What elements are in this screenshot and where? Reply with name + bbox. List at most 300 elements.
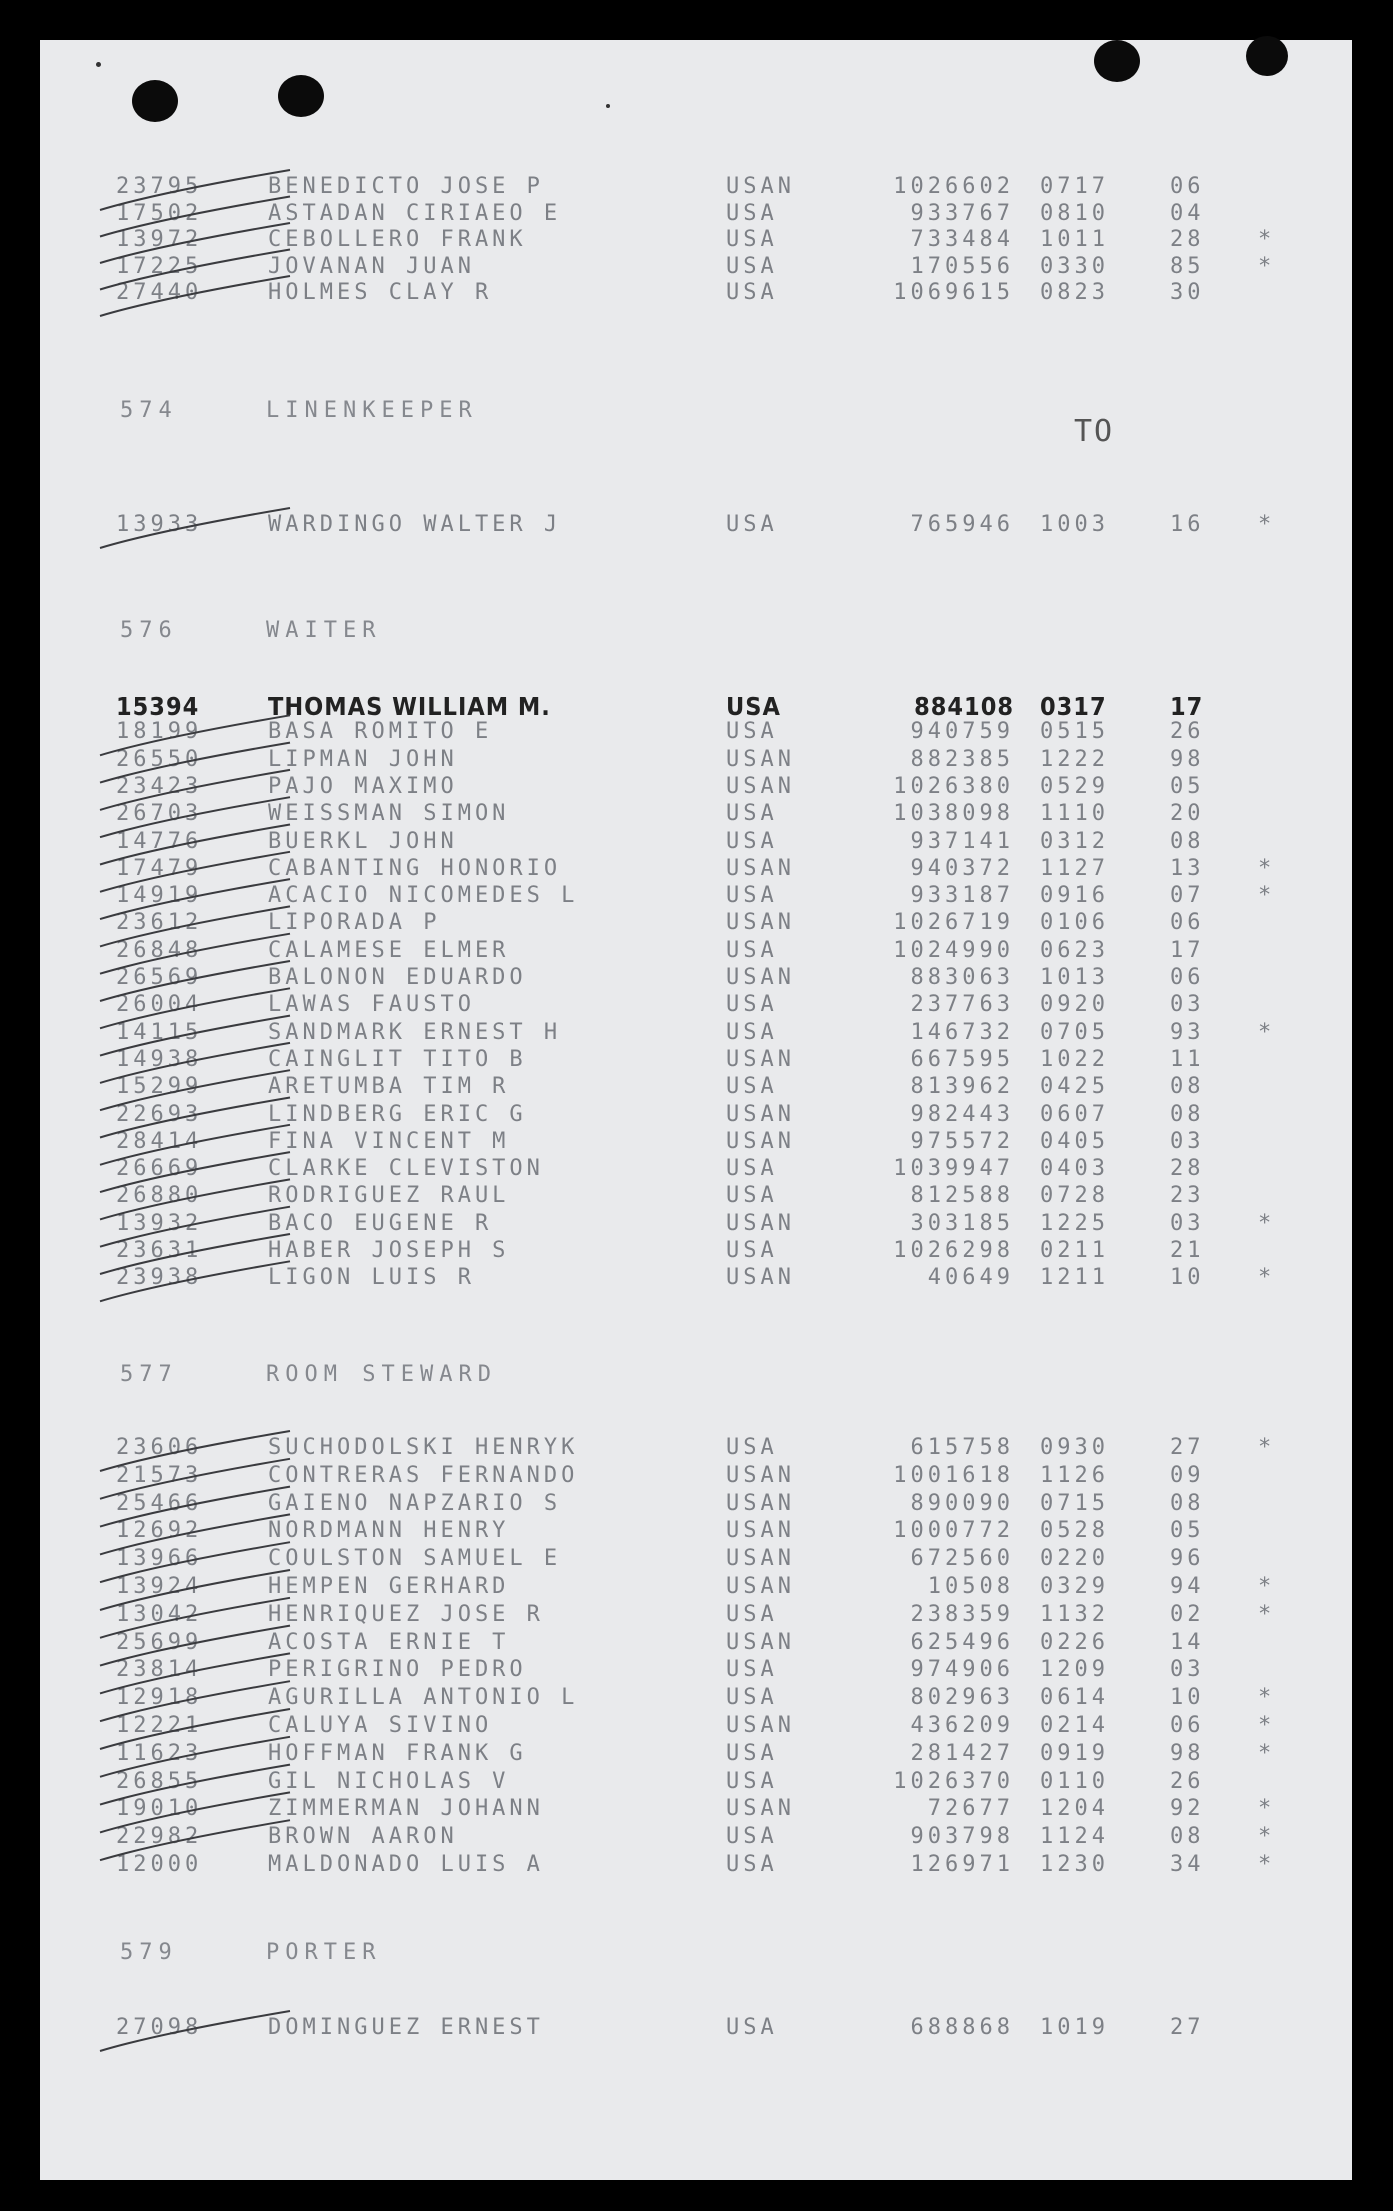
employee-name: PERIGRINO PEDRO <box>268 1657 527 1683</box>
rate-code: 98 <box>1170 1740 1205 1766</box>
date-code: 1132 <box>1040 1601 1109 1627</box>
date-code: 0317 <box>1040 692 1107 721</box>
star-mark: * <box>1258 1796 1272 1822</box>
date-code: 0425 <box>1040 1074 1109 1100</box>
rate-code: 10 <box>1170 1265 1205 1291</box>
table-row <box>40 1183 1352 1211</box>
employee-id: 17502 <box>116 200 203 226</box>
citizenship: USA <box>726 1657 778 1683</box>
employee-name: LIPORADA P <box>268 910 441 936</box>
employee-name: SUCHODOLSKI HENRYK <box>268 1435 579 1460</box>
document-number: 1026298 <box>893 1238 1014 1263</box>
citizenship: USA <box>726 1685 778 1711</box>
rate-code: 23 <box>1170 1183 1205 1209</box>
date-code: 0715 <box>1040 1490 1109 1516</box>
date-code: 0810 <box>1040 200 1109 226</box>
section-heading <box>120 398 720 426</box>
document-number: 146732 <box>910 1019 1014 1045</box>
employee-id: 13972 <box>116 227 203 252</box>
table-row <box>40 719 1352 747</box>
citizenship: USAN <box>726 773 795 799</box>
document-number: 303185 <box>910 1210 1014 1236</box>
employee-name: BUERKL JOHN <box>268 828 458 854</box>
table-row <box>40 1435 1352 1463</box>
citizenship: USAN <box>726 1518 795 1544</box>
employee-name: BACO EUGENE R <box>268 1210 493 1236</box>
employee-name: HABER JOSEPH S <box>268 1238 510 1263</box>
star-mark: * <box>1258 227 1272 252</box>
citizenship: USAN <box>726 1101 795 1127</box>
citizenship: USA <box>726 1824 778 1850</box>
document-number: 1039947 <box>893 1156 1014 1182</box>
document-number: 882385 <box>910 746 1014 772</box>
roster-table <box>40 40 1352 2180</box>
document-number: 1026719 <box>893 910 1014 936</box>
employee-id: 14776 <box>116 828 203 854</box>
employee-name: ARETUMBA TIM R <box>268 1074 510 1100</box>
employee-name: CALUYA SIVINO <box>268 1713 493 1738</box>
citizenship: USA <box>726 801 778 827</box>
rate-code: 94 <box>1170 1574 1205 1599</box>
rate-code: 06 <box>1170 965 1205 990</box>
document-number: 1024990 <box>893 937 1014 963</box>
employee-name: JOVANAN JUAN <box>268 253 475 279</box>
table-row <box>40 1852 1352 1880</box>
table-row <box>40 1657 1352 1685</box>
date-code: 1204 <box>1040 1796 1109 1822</box>
employee-id: 23814 <box>116 1657 203 1683</box>
employee-id: 25699 <box>116 1629 203 1655</box>
table-row <box>40 883 1352 911</box>
document-number: 733484 <box>910 227 1014 252</box>
table-row <box>40 774 1352 802</box>
table-row <box>40 1074 1352 1102</box>
table-row <box>40 801 1352 829</box>
citizenship: USAN <box>726 1574 795 1599</box>
rate-code: 16 <box>1170 512 1205 537</box>
employee-name: HENRIQUEZ JOSE R <box>268 1601 544 1627</box>
table-row <box>40 1129 1352 1157</box>
section-heading <box>120 618 720 646</box>
table-row <box>40 512 1352 540</box>
star-mark: * <box>1258 1740 1272 1766</box>
employee-name: NORDMANN HENRY <box>268 1518 510 1544</box>
document-number: 237763 <box>910 992 1014 1018</box>
section-code: 577 <box>120 1362 178 1387</box>
employee-id: 21573 <box>116 1462 203 1488</box>
citizenship: USA <box>726 200 778 226</box>
citizenship: USAN <box>726 1046 795 1072</box>
rate-code: 28 <box>1170 1156 1205 1182</box>
employee-id: 22982 <box>116 1824 203 1850</box>
rate-code: 26 <box>1170 1768 1205 1794</box>
employee-name: HOLMES CLAY R <box>268 280 493 305</box>
table-row <box>40 201 1352 229</box>
date-code: 0823 <box>1040 280 1109 305</box>
table-row <box>40 1574 1352 1602</box>
table-row <box>40 747 1352 775</box>
table-row <box>40 856 1352 884</box>
document-number: 813962 <box>910 1074 1014 1100</box>
star-mark: * <box>1258 1019 1272 1045</box>
rate-code: 98 <box>1170 746 1205 772</box>
employee-name: ZIMMERMAN JOHANN <box>268 1796 544 1822</box>
star-mark: * <box>1258 1435 1272 1460</box>
rate-code: 11 <box>1170 1046 1205 1072</box>
table-row <box>40 1463 1352 1491</box>
employee-id: 23795 <box>116 174 203 199</box>
document-number: 238359 <box>910 1601 1014 1627</box>
employee-id: 26855 <box>116 1768 203 1794</box>
citizenship: USAN <box>726 174 795 199</box>
citizenship: USAN <box>726 1265 795 1291</box>
citizenship: USAN <box>726 1490 795 1516</box>
table-row <box>40 692 1352 720</box>
employee-id: 26569 <box>116 965 203 990</box>
date-code: 0214 <box>1040 1713 1109 1738</box>
employee-name: BENEDICTO JOSE P <box>268 174 544 199</box>
rate-code: 17 <box>1170 937 1205 963</box>
employee-name: LAWAS FAUSTO <box>268 992 475 1018</box>
document-number: 903798 <box>910 1824 1014 1850</box>
table-row <box>40 1685 1352 1713</box>
document-number: 974906 <box>910 1657 1014 1683</box>
document-number: 975572 <box>910 1128 1014 1154</box>
date-code: 1209 <box>1040 1657 1109 1683</box>
document-number: 667595 <box>910 1046 1014 1072</box>
star-mark: * <box>1258 1574 1272 1599</box>
employee-id: 15299 <box>116 1074 203 1100</box>
citizenship: USAN <box>726 855 795 881</box>
employee-name: PAJO MAXIMO <box>268 773 458 799</box>
employee-id: 12692 <box>116 1518 203 1544</box>
table-row <box>40 992 1352 1020</box>
date-code: 1019 <box>1040 2015 1109 2040</box>
table-row <box>40 1769 1352 1797</box>
document-number: 802963 <box>910 1685 1014 1711</box>
citizenship: USA <box>726 992 778 1018</box>
employee-name: COULSTON SAMUEL E <box>268 1546 562 1572</box>
table-row <box>40 965 1352 993</box>
table-row <box>40 1713 1352 1741</box>
document-number: 170556 <box>910 253 1014 279</box>
rate-code: 21 <box>1170 1238 1205 1263</box>
section-title: ROOM STEWARD <box>266 1362 497 1387</box>
table-row <box>40 227 1352 255</box>
date-code: 1127 <box>1040 855 1109 881</box>
employee-id: 13966 <box>116 1546 203 1572</box>
date-code: 1011 <box>1040 227 1109 252</box>
rate-code: 28 <box>1170 227 1205 252</box>
section-heading <box>120 1940 720 1968</box>
rate-code: 07 <box>1170 883 1205 909</box>
rate-code: 06 <box>1170 910 1205 936</box>
rate-code: 20 <box>1170 801 1205 827</box>
employee-id: 26848 <box>116 937 203 963</box>
document-number: 1026380 <box>893 773 1014 799</box>
citizenship: USAN <box>726 1128 795 1154</box>
date-code: 0312 <box>1040 828 1109 854</box>
table-row <box>40 829 1352 857</box>
date-code: 1110 <box>1040 801 1109 827</box>
document-number: 1069615 <box>893 280 1014 305</box>
citizenship: USA <box>726 719 778 745</box>
employee-id: 25466 <box>116 1490 203 1516</box>
citizenship: USAN <box>726 910 795 936</box>
date-code: 1003 <box>1040 512 1109 537</box>
employee-name: AGURILLA ANTONIO L <box>268 1685 579 1711</box>
date-code: 0403 <box>1040 1156 1109 1182</box>
table-row <box>40 174 1352 202</box>
document-number: 812588 <box>910 1183 1014 1209</box>
employee-name: CAINGLIT TITO B <box>268 1046 527 1072</box>
table-row <box>40 254 1352 282</box>
date-code: 0728 <box>1040 1183 1109 1209</box>
employee-id: 27098 <box>116 2015 203 2040</box>
table-row <box>40 1602 1352 1630</box>
citizenship: USA <box>726 1019 778 1045</box>
document-number: 436209 <box>910 1713 1014 1738</box>
citizenship: USA <box>726 937 778 963</box>
employee-name: WARDINGO WALTER J <box>268 512 562 537</box>
rate-code: 08 <box>1170 1074 1205 1100</box>
employee-id: 22693 <box>116 1101 203 1127</box>
employee-id: 23631 <box>116 1238 203 1263</box>
employee-name: LINDBERG ERIC G <box>268 1101 527 1127</box>
employee-name: SANDMARK ERNEST H <box>268 1019 562 1045</box>
star-mark: * <box>1258 1852 1272 1877</box>
employee-name: CEBOLLERO FRANK <box>268 227 527 252</box>
employee-id: 12221 <box>116 1713 203 1738</box>
document-number: 40649 <box>927 1265 1014 1291</box>
citizenship: USA <box>726 1740 778 1766</box>
employee-id: 26004 <box>116 992 203 1018</box>
employee-name: BASA ROMITO E <box>268 719 493 745</box>
date-code: 0717 <box>1040 174 1109 199</box>
employee-id: 23606 <box>116 1435 203 1460</box>
section-code: 579 <box>120 1940 178 1965</box>
document-number: 765946 <box>910 512 1014 537</box>
date-code: 1124 <box>1040 1824 1109 1850</box>
employee-name: GIL NICHOLAS V <box>268 1768 510 1794</box>
employee-id: 13042 <box>116 1601 203 1627</box>
employee-name: ACOSTA ERNIE T <box>268 1629 510 1655</box>
citizenship: USA <box>726 1601 778 1627</box>
table-row <box>40 1020 1352 1048</box>
employee-id: 14938 <box>116 1046 203 1072</box>
document-number: 883063 <box>910 965 1014 990</box>
rate-code: 04 <box>1170 200 1205 226</box>
date-code: 1222 <box>1040 746 1109 772</box>
document-number: 1038098 <box>893 801 1014 827</box>
rate-code: 27 <box>1170 1435 1205 1460</box>
citizenship: USAN <box>726 1462 795 1488</box>
date-code: 0930 <box>1040 1435 1109 1460</box>
rate-code: 02 <box>1170 1601 1205 1627</box>
section-title: LINENKEEPER <box>266 398 478 423</box>
date-code: 0220 <box>1040 1546 1109 1572</box>
document-number: 281427 <box>910 1740 1014 1766</box>
rate-code: 30 <box>1170 280 1205 305</box>
date-code: 0226 <box>1040 1629 1109 1655</box>
citizenship: USA <box>726 253 778 279</box>
document-number: 10508 <box>927 1574 1014 1599</box>
document-number: 672560 <box>910 1546 1014 1572</box>
employee-id: 27440 <box>116 280 203 305</box>
date-code: 0614 <box>1040 1685 1109 1711</box>
date-code: 0529 <box>1040 773 1109 799</box>
document-number: 1001618 <box>893 1462 1014 1488</box>
citizenship: USA <box>726 280 778 305</box>
date-code: 0916 <box>1040 883 1109 909</box>
citizenship: USA <box>726 2015 778 2040</box>
section-code: 574 <box>120 398 178 423</box>
date-code: 1022 <box>1040 1046 1109 1072</box>
citizenship: USA <box>726 1768 778 1794</box>
employee-name: CONTRERAS FERNANDO <box>268 1462 579 1488</box>
employee-id: 19010 <box>116 1796 203 1822</box>
document-number: 940759 <box>910 719 1014 745</box>
employee-id: 23423 <box>116 773 203 799</box>
star-mark: * <box>1258 1824 1272 1850</box>
table-row <box>40 1047 1352 1075</box>
employee-name: ASTADAN CIRIAEO E <box>268 200 562 226</box>
employee-id: 13932 <box>116 1210 203 1236</box>
citizenship: USA <box>726 1238 778 1263</box>
employee-id: 13933 <box>116 512 203 537</box>
rate-code: 03 <box>1170 1210 1205 1236</box>
document-number: 933767 <box>910 200 1014 226</box>
employee-id: 14919 <box>116 883 203 909</box>
employee-id: 26880 <box>116 1183 203 1209</box>
citizenship: USAN <box>726 965 795 990</box>
table-row <box>40 1630 1352 1658</box>
employee-name: MALDONADO LUIS A <box>268 1852 544 1877</box>
employee-name: DOMINGUEZ ERNEST <box>268 2015 544 2040</box>
document-number: 933187 <box>910 883 1014 909</box>
date-code: 0919 <box>1040 1740 1109 1766</box>
date-code: 1126 <box>1040 1462 1109 1488</box>
document-number: 1026602 <box>893 174 1014 199</box>
document-number: 937141 <box>910 828 1014 854</box>
date-code: 0405 <box>1040 1128 1109 1154</box>
employee-id: 17479 <box>116 855 203 881</box>
star-mark: * <box>1258 855 1272 881</box>
employee-id: 23938 <box>116 1265 203 1291</box>
employee-name: HEMPEN GERHARD <box>268 1574 510 1599</box>
document-number: 1026370 <box>893 1768 1014 1794</box>
table-row <box>40 1824 1352 1852</box>
rate-code: 27 <box>1170 2015 1205 2040</box>
employee-name: BROWN AARON <box>268 1824 458 1850</box>
rate-code: 85 <box>1170 253 1205 279</box>
employee-name: HOFFMAN FRANK G <box>268 1740 527 1766</box>
employee-id: 26550 <box>116 746 203 772</box>
employee-id: 23612 <box>116 910 203 936</box>
rate-code: 92 <box>1170 1796 1205 1822</box>
employee-name: LIPMAN JOHN <box>268 746 458 772</box>
rate-code: 17 <box>1170 692 1204 721</box>
date-code: 0330 <box>1040 253 1109 279</box>
section-heading <box>120 1362 720 1390</box>
date-code: 0106 <box>1040 910 1109 936</box>
citizenship: USA <box>726 1435 778 1460</box>
document-number: 884108 <box>914 692 1014 721</box>
employee-name: CALAMESE ELMER <box>268 937 510 963</box>
table-row <box>40 938 1352 966</box>
citizenship: USA <box>726 692 781 721</box>
star-mark: * <box>1258 1713 1272 1738</box>
citizenship: USAN <box>726 746 795 772</box>
star-mark: * <box>1258 512 1272 537</box>
date-code: 1225 <box>1040 1210 1109 1236</box>
date-code: 0515 <box>1040 719 1109 745</box>
citizenship: USAN <box>726 1210 795 1236</box>
rate-code: 08 <box>1170 828 1205 854</box>
employee-name: WEISSMAN SIMON <box>268 801 510 827</box>
citizenship: USA <box>726 512 778 537</box>
citizenship: USAN <box>726 1629 795 1655</box>
employee-name: THOMAS WILLIAM M. <box>268 692 551 721</box>
table-row <box>40 1796 1352 1824</box>
table-row <box>40 1491 1352 1519</box>
date-code: 1211 <box>1040 1265 1109 1291</box>
employee-id: 26669 <box>116 1156 203 1182</box>
rate-code: 96 <box>1170 1546 1205 1572</box>
section-title: PORTER <box>266 1940 382 1965</box>
rate-code: 08 <box>1170 1824 1205 1850</box>
table-row <box>40 1546 1352 1574</box>
rate-code: 05 <box>1170 1518 1205 1544</box>
document-number: 126971 <box>910 1852 1014 1877</box>
date-code: 0705 <box>1040 1019 1109 1045</box>
rate-code: 08 <box>1170 1490 1205 1516</box>
citizenship: USA <box>726 1852 778 1877</box>
star-mark: * <box>1258 1601 1272 1627</box>
date-code: 0329 <box>1040 1574 1109 1599</box>
document-number: 688868 <box>910 2015 1014 2040</box>
rate-code: 03 <box>1170 1128 1205 1154</box>
date-code: 1013 <box>1040 965 1109 990</box>
rate-code: 05 <box>1170 773 1205 799</box>
rate-code: 06 <box>1170 1713 1205 1738</box>
document-number: 940372 <box>910 855 1014 881</box>
document-number: 625496 <box>910 1629 1014 1655</box>
table-row <box>40 2015 1352 2043</box>
citizenship: USA <box>726 1156 778 1182</box>
date-code: 0920 <box>1040 992 1109 1018</box>
citizenship: USA <box>726 883 778 909</box>
date-code: 1230 <box>1040 1852 1109 1877</box>
employee-id: 26703 <box>116 801 203 827</box>
date-code: 0623 <box>1040 937 1109 963</box>
rate-code: 08 <box>1170 1101 1205 1127</box>
citizenship: USAN <box>726 1546 795 1572</box>
employee-id: 13924 <box>116 1574 203 1599</box>
employee-name: FINA VINCENT M <box>268 1128 510 1154</box>
employee-name: GAIENO NAPZARIO S <box>268 1490 562 1516</box>
table-row <box>40 1741 1352 1769</box>
rate-code: 10 <box>1170 1685 1205 1711</box>
rate-code: 06 <box>1170 174 1205 199</box>
date-code: 0607 <box>1040 1101 1109 1127</box>
employee-id: 28414 <box>116 1128 203 1154</box>
document-number: 982443 <box>910 1101 1014 1127</box>
employee-name: BALONON EDUARDO <box>268 965 527 990</box>
employee-name: RODRIGUEZ RAUL <box>268 1183 510 1209</box>
rate-code: 93 <box>1170 1019 1205 1045</box>
employee-id: 15394 <box>116 692 200 721</box>
